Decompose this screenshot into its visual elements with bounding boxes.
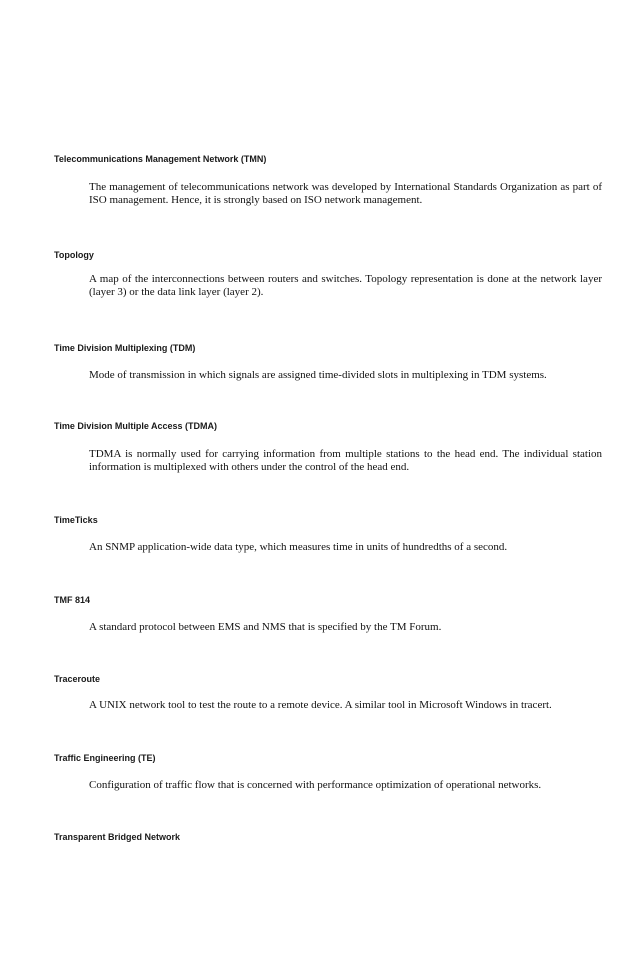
glossary-definition: The management of telecommunications network was developed by International Standards Organization as part of ISO management. Hence, it is strongly based on ISO network management. — [89, 181, 602, 206]
glossary-term: TMF 814 — [54, 595, 91, 605]
glossary-term: Time Division Multiplexing (TDM) — [54, 343, 196, 353]
glossary-definition: A UNIX network tool to test the route to a remote device. A similar tool in Microsoft Windows in tracert. — [89, 699, 552, 711]
glossary-definition: A standard protocol between EMS and NMS that is specified by the TM Forum. — [89, 621, 442, 633]
glossary-term: Traffic Engineering (TE) — [54, 753, 156, 763]
glossary-definition: An SNMP application-wide data type, which measures time in units of hundredths of a second. — [89, 541, 508, 553]
glossary-term: TimeTicks — [54, 515, 98, 525]
glossary-term: Traceroute — [54, 674, 101, 684]
glossary-definition: Mode of transmission in which signals are assigned time-divided slots in multiplexing in TDM systems. — [89, 369, 547, 381]
glossary-term: Transparent Bridged Network — [54, 832, 181, 842]
glossary-definition: A map of the interconnections between routers and switches. Topology representation is done at the network layer (layer 3) or the data link layer (layer 2). — [89, 273, 602, 298]
glossary-definition: Configuration of traffic flow that is concerned with performance optimization of operational networks. — [89, 779, 542, 791]
glossary-term: Telecommunications Management Network (TMN) — [54, 154, 267, 164]
glossary-definition: TDMA is normally used for carrying information from multiple stations to the head end. The individual station information is multiplexed with others under the control of the head end. — [89, 448, 602, 473]
glossary-term: Time Division Multiple Access (TDMA) — [54, 421, 218, 431]
glossary-term: Topology — [54, 250, 94, 260]
